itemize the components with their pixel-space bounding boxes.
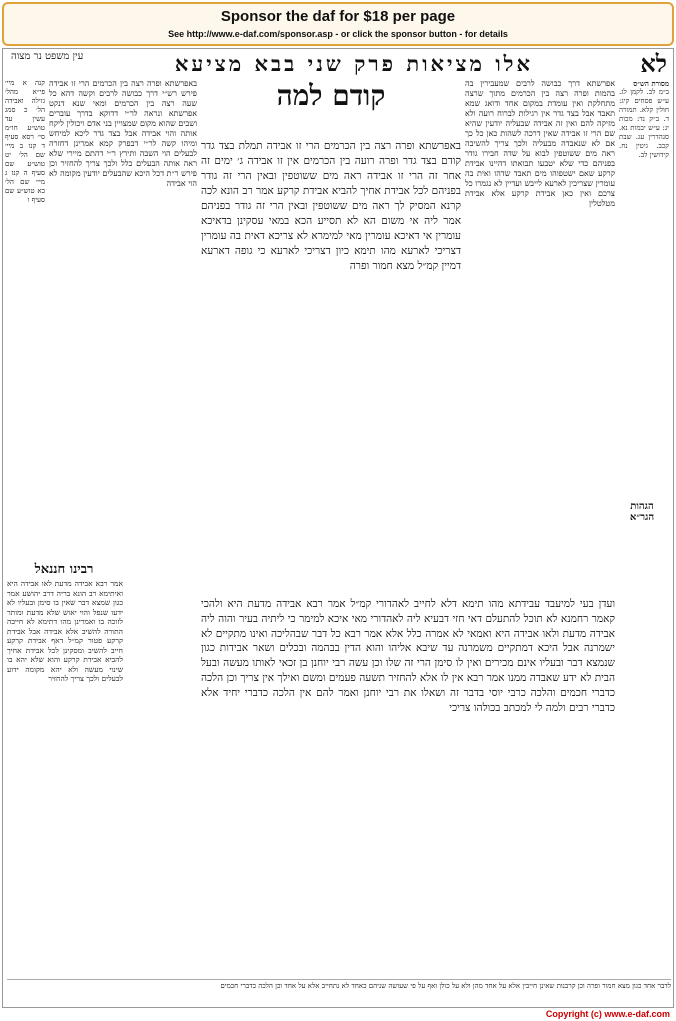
gemara-text: באפרשתא ופרה רצה בין הכרמים הרי זו אבידה תמלת בצד גדר קודם בצד גדר ופרה רועה בין הכרמים אין זו אבידה ג׳ ימים זה אחר זה הרי זו אבידה ראה מים ששוטפין ובאין הרי זה גודר בפניהם לכל אבידת אחיך להביא אבידת קרקע אמר רב הונא לכה קרנא המסיק לך ראה מים ששוטפין ובאין הרי זה גודר בפניהם אמר ליה אי משום הא לא תסייע הכא במאי עסקינן בדאיכא עומרין אי דאיכא עומרין מאי למימרא לא צריכא דאית בה עומרין דצריכי לארעא מהו תימא כיון דצריכי לארעא כי גופה דארעא דמיין קמ״ל מצא חמור ופרה (201, 140, 461, 272)
sponsor-banner[interactable] (2, 2, 674, 46)
page-header (3, 49, 673, 77)
copyright-notice[interactable]: Copyright (c) www.e-daf.com (545, 1009, 670, 1019)
hagahot-title: הגהות הגר״א (629, 501, 655, 523)
page-title: אלו מציאות פרק שני בבא מציעא (174, 51, 533, 76)
footer-notes: לדבר אחד כגון מצא חמור ופרה וכן קרבנות שאינן חייבין אלא על אחד מהן ולא על כולן ואף על פי שעושה שניהם כאחד לא נתחייב אלא על אחד וכן הלכה כדברי חכמים (7, 979, 671, 1005)
rashi-column: אפרשתא דרך כבושה לרבים שמעבירין בה בהמות ופרה רצה בין הכרמים מתוך שרצה מתחלקת ואין עומדת במקום אחד ודואג שמא תאבד אבל בצד גדר אין רגילות לברוח רועה ולא מזיקה להם ואין זה אבידה שבעליה יודעין שהיא שם הרי זו אבידה שאין דרכה לשהות כאן כל כך אם לא שנאבדה מבעליה ולכך צריך להשיבה ראה מים ששוטפין לבוא על שדה חבירו גודר בפניהם כדי שלא יטבעו תבואתו דהיינו אבידת קרקע שאם ישטפוהו מים תאבד שדהו ואית בה עומרין שצריכין לארעא לייבש ועדיין לא נגמרו כל צרכם ואין כאן אבידת קרקע אלא אבידת מטלטלין (465, 79, 615, 208)
lower-gemara-text: ועדן בעי למיעבד עבידתא מהו תימא דלא לחייב לאהדורי קמ״ל אמר רבא אבידה מדעת היא ולהכי קאמר רחמנא לא תוכל להתעלם דאי חזי דבעיא ליה לאהדורי מאי איכא למימר כי ליתיה בעיר והוה ליה אבידה מדעת ולאו אבידה היא ואמאי לא אמרה כלל אלא אמר רבא כל דבר שבהליכה ואינו מתקיים לא ישמרנה אבל היכא דמתקיים משמרנה עד שיבא אליהו והוא הדין בבהמה ובכלים ושאר אבידות כגון שנמצא דבר ובעליו אינם מכירים ואין לו סימן הרי זה שלו וכן עשה רבי יוחנן בן זכאי לאותו מעשה ובעל הבית לא ידע שאבדה ממנו אמר רבא אין לו אלא להחזיר תשעה פעמים ומשם ואילך אין צריך וכן הלכה כדברי חכמים והלכה כרבי יוסי בדבר זה ושאלו את רבי יוחנן ואמר להם אין הלכה כדברי יחיד אלא כדברי רבים ולמה לי למכתב בכולהו צריכי (201, 598, 615, 714)
opening-words-block (201, 79, 461, 137)
tosafot-column: באפרשתא ופרה רצה בין הכרמים הרי זו אבידה פירש רש״י דרך כבושה לרבים וקשה דהא כל שעה רצה בין הכרמים ומאי שנא דנקט אפרשתא ונראה לר״י דדוקא בדרך עוברים ושבים שהוא מקום שמצויין בני אדם ויכולין ליקח אותה והוי אבידה אבל בצד גדר ליכא למיחש ומיהו קשה לר״י דבפרק קמא אמרינן דחזרה לבעלים הוי השבה ותירץ ר״י דהתם מיירי שלא ראה אותה הבעלים כלל ולכך צריך להחזיר וכן פירש ר״ת דכל היכא שהבעלים יודעין מקומה לא הוי אבידה (49, 79, 197, 188)
opening-words: קודם למה (276, 79, 386, 112)
ein-mishpat-column: קנה א מיי׳ פי״א מהל׳ גזילה ואבידה הל׳ כ סמג עשין עד טוש״ע חו״מ סי׳ רסא סעיף ד קנו ב מיי׳ שם הל׳ יט טוש״ע שם סעיף ה קנז ג מיי׳ שם הל׳ כא טוש״ע שם סעיף ו (5, 79, 45, 204)
mesorah-header: מסורת הש״ס (633, 79, 669, 88)
sponsor-title[interactable]: Sponsor the daf for $18 per page (220, 8, 456, 25)
page-number: לא (640, 49, 667, 78)
rabbeinu-chananel-title: רבינו חננאל (34, 562, 94, 577)
sponsor-subtitle[interactable]: See http://www.e-daf.com/sponsor.asp - or click the sponsor button - for details (168, 29, 508, 39)
talmud-page (2, 48, 674, 1008)
rabbeinu-chananel-column: אמר רבא אבידה מדעת לאו אבידה היא ואיתימא רב הונא בריה דרב יהושע אמר כגון שמצא דבר שאין בו סימן ובעליו לא ידעו שנפל והוי יאוש שלא מדעת ומותר לזוכה בו ואמרינן מהו דתימא לא חייבה התורה להשיב אלא אבידה אבל אבידת קרקע פטור קמ״ל דאף אבידת קרקע חייב להשיב ומסקינן לכל אבידת אחיך להביא אבידת קרקע והוא שלא יהא בו שינוי מעשה ולא יהא מקומה ידוע לבעלים ולכך צריך להחזיר (7, 579, 123, 683)
ein-mishpat-header: עין משפט נר מצוה (11, 51, 84, 62)
mesorah-column (619, 79, 669, 979)
mesorah-text: ב״מ לב. לקמן לג. ע״ש פסחים קיג: חולין קלא. תמורה ד. ב״ק נד: מכות יג: ע״ש יבמות נא. סנהדרין עג. שבת קכב. גיטין נח. קידושין לב. (619, 88, 669, 159)
